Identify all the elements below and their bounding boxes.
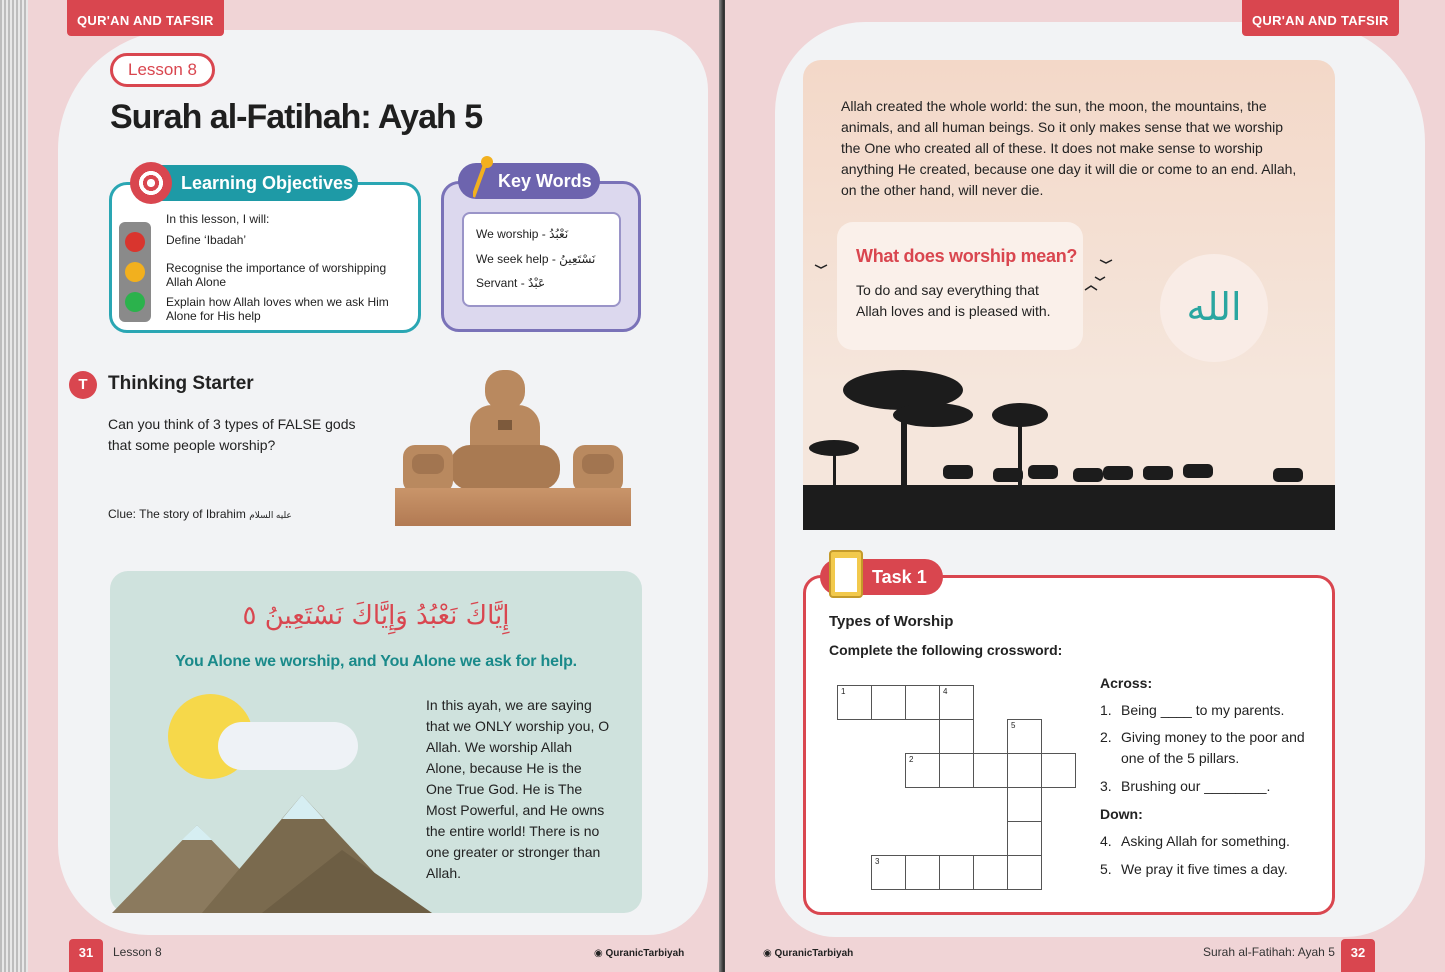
down-heading: Down: [1100, 806, 1143, 822]
objective-item: Recognise the importance of worshipping Allah Alone [166, 261, 387, 289]
objective-item: Define ‘Ibadah’ [166, 233, 247, 247]
crossword-cell[interactable] [1041, 753, 1076, 788]
crossword-cell[interactable] [973, 855, 1008, 890]
red-light [125, 232, 145, 252]
book-icon: ◉ [763, 948, 772, 959]
crossword-cell[interactable]: 1 [837, 685, 872, 720]
page-edges [0, 0, 30, 972]
crossword-cell[interactable]: 3 [871, 855, 906, 890]
key-word-item: We worship - نَعْبُدُ [476, 227, 569, 241]
target-icon [130, 162, 172, 204]
small-idol-illustration [398, 440, 458, 495]
ayah-arabic: إِيَّاكَ نَعْبُدُ وَإِيَّاكَ نَسْتَعِينُ ٥ [242, 601, 510, 631]
crossword-cell[interactable]: 2 [905, 753, 940, 788]
crossword-cell[interactable]: 5 [1007, 719, 1042, 754]
thinking-starter-question: Can you think of 3 types of FALSE gods that some people worship? [108, 416, 356, 453]
idol-platform [395, 488, 631, 526]
clue-item: 2. Giving money to the poor and one of the 5 pillars. [1100, 729, 1305, 766]
clue-item: 5. We pray it five times a day. [1100, 861, 1288, 877]
crossword-cell[interactable] [1007, 753, 1042, 788]
amber-light [125, 262, 145, 282]
key-words-heading: Key Words [458, 163, 600, 199]
crossword-cell[interactable] [1007, 787, 1042, 822]
clue-text: Clue: The story of Ibrahim [108, 507, 246, 521]
brand-logo [763, 948, 853, 959]
mountains-illustration [112, 795, 442, 913]
crossword-cell[interactable]: 4 [939, 685, 974, 720]
birds-illustration [810, 255, 1130, 325]
footer-lesson: Lesson 8 [113, 945, 162, 959]
worship-definition-text: To do and say everything that Allah loves and is pleased with. [856, 282, 1051, 319]
crossword-cell[interactable] [939, 753, 974, 788]
right-page [725, 0, 1445, 972]
brand-name: QuranicTarbiyah [774, 948, 854, 959]
crossword-cell[interactable] [939, 855, 974, 890]
clue-honorific: عليه السلام [249, 510, 292, 520]
brand-logo [594, 948, 684, 959]
learning-objectives-heading: Learning Objectives [143, 165, 358, 201]
crossword-cell[interactable] [1007, 821, 1042, 856]
section-tag-right: QUR'AN AND TAFSIR [1242, 0, 1399, 36]
thinking-starter-badge: T [69, 371, 97, 399]
lesson-pill: Lesson 8 [110, 53, 215, 87]
key-word-item: Servant - عَبْدٌ [476, 276, 546, 290]
book-icon: ◉ [594, 948, 603, 959]
objective-item: Explain how Allah loves when we ask Him Alone for His help [166, 295, 389, 323]
brand-name: QuranicTarbiyah [605, 948, 685, 959]
idol-statue-illustration [440, 365, 570, 495]
clue-item: 1. Being ____ to my parents. [1100, 702, 1285, 718]
task-heading: Task 1 [820, 559, 943, 595]
task-instruction: Complete the following crossword: [829, 642, 1063, 658]
ayah-translation: You Alone we worship, and You Alone we ask for help. [175, 653, 577, 670]
crossword-cell[interactable] [973, 753, 1008, 788]
page-number: 32 [1341, 939, 1375, 972]
thinking-starter-clue [108, 507, 292, 521]
allah-calligraphy: الله [1186, 285, 1242, 329]
thinking-starter-heading: Thinking Starter [108, 373, 254, 394]
green-light [125, 292, 145, 312]
crossword-cell[interactable] [1007, 855, 1042, 890]
learning-objectives-intro: In this lesson, I will: [166, 212, 270, 226]
footer-title: Surah al-Fatihah: Ayah 5 [1203, 945, 1335, 959]
left-page [28, 0, 723, 972]
crossword-cell[interactable] [871, 685, 906, 720]
page-number: 31 [69, 939, 103, 972]
crossword-cell[interactable] [939, 719, 974, 754]
across-heading: Across: [1100, 675, 1153, 691]
worship-definition-title: What does worship mean? [856, 246, 1078, 266]
key-icon [473, 154, 493, 202]
creation-text: Allah created the whole world: the sun, the moon, the mountains, the animals, and all human beings. So it only makes sense that we worship the One who created all of these. It does not make sense to worship anything He created, because one day it will die or come to an end. Allah, on the other hand, will never die. [841, 98, 1297, 198]
cloud-illustration [218, 722, 358, 770]
section-tag-left: QUR'AN AND TAFSIR [67, 0, 224, 36]
crossword-cell[interactable] [905, 685, 940, 720]
small-idol-illustration [568, 440, 628, 495]
clipboard-icon [829, 550, 863, 598]
ayah-explanation: In this ayah, we are saying that we ONLY worship you, O Allah. We worship Allah Alone, because He is the One True God. He is The Most Powerful, and He owns the entire world! There is no one greater or stronger than Allah. [426, 697, 610, 881]
traffic-light-icon [119, 222, 151, 322]
clue-item: 4. Asking Allah for something. [1100, 833, 1290, 849]
clue-item: 3. Brushing our ________. [1100, 778, 1271, 794]
page-title: Surah al-Fatihah: Ayah 5 [110, 98, 483, 136]
savanna-silhouette [803, 360, 1335, 530]
crossword-cell[interactable] [905, 855, 940, 890]
key-word-item: We seek help - نَسْتَعِينُ [476, 252, 596, 266]
task-subtitle: Types of Worship [829, 613, 954, 630]
